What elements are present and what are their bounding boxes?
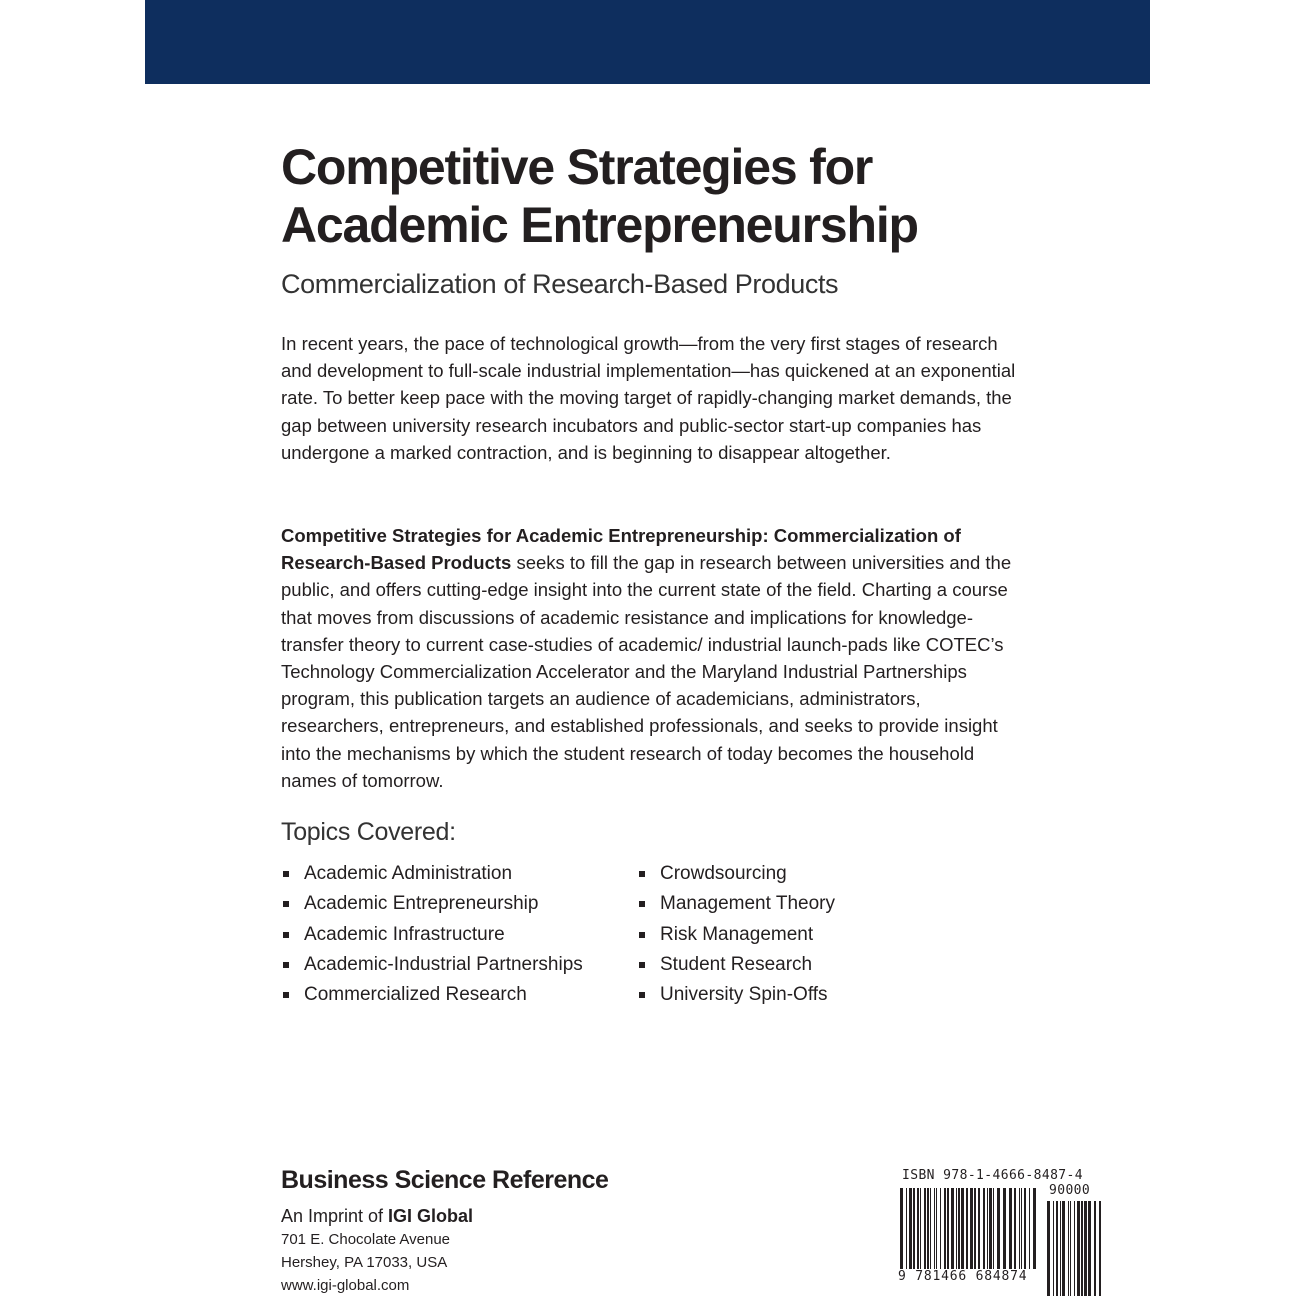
description-paragraph-2: [281, 522, 1026, 794]
bullet-icon: [283, 992, 289, 998]
barcode-bar: [924, 1188, 926, 1272]
barcode-bar: [1009, 1188, 1012, 1272]
top-color-band: [145, 0, 1150, 84]
address-street: 701 E. Chocolate Avenue: [281, 1231, 451, 1248]
topics-list-column-2: [637, 859, 835, 1010]
address-city: Hershey, PA 17033, USA: [281, 1254, 448, 1271]
topic-item: [281, 920, 583, 950]
barcode-bar: [944, 1188, 946, 1272]
barcode-bar: [1094, 1201, 1096, 1296]
topic-item: [281, 889, 583, 919]
barcode-bar: [970, 1188, 973, 1272]
barcode-bar: [966, 1188, 968, 1272]
barcode-bar: [920, 1188, 921, 1272]
barcode-bar: [1099, 1201, 1101, 1296]
topic-item: [637, 889, 835, 919]
bullet-icon: [639, 901, 645, 907]
topic-item: [637, 920, 835, 950]
barcode-bar: [978, 1188, 980, 1272]
imprint-prefix: An Imprint of: [281, 1206, 389, 1226]
barcode-bar: [1019, 1188, 1020, 1272]
barcode-bar: [900, 1188, 903, 1272]
barcode-bar: [906, 1188, 907, 1272]
barcode-bar: [1062, 1201, 1065, 1296]
bullet-icon: [639, 871, 645, 877]
bullet-icon: [283, 962, 289, 968]
barcode-bars-addon: [1045, 1201, 1105, 1296]
barcode-bar: [913, 1188, 915, 1272]
barcode-bar: [1029, 1188, 1030, 1272]
barcode-bar: [997, 1188, 1000, 1272]
book-title: [281, 138, 1101, 254]
topic-label: Academic Infrastructure: [304, 923, 505, 945]
topics-heading: Topics Covered:: [281, 818, 456, 846]
barcode-bar: [1021, 1188, 1022, 1272]
barcode-bar: [947, 1188, 949, 1272]
barcode-bar: [958, 1188, 960, 1272]
topic-label: Crowdsourcing: [660, 863, 787, 884]
barcode-bar: [951, 1188, 954, 1272]
topic-item: [637, 859, 835, 889]
topic-label: Student Research: [660, 953, 813, 975]
imprint-company: IGI Global: [388, 1206, 474, 1226]
topic-label: Academic Entrepreneurship: [304, 893, 539, 915]
topic-label: Risk Management: [660, 923, 814, 945]
topic-label: Academic Administration: [304, 863, 513, 884]
bullet-icon: [639, 932, 645, 938]
publisher-website: www.igi-global.com: [281, 1277, 410, 1294]
barcode-bar: [989, 1188, 992, 1272]
topic-item: [281, 950, 583, 980]
barcode-bar: [1056, 1201, 1058, 1296]
book-subtitle: Commercialization of Research-Based Products: [281, 269, 839, 299]
topic-label: Academic-Industrial Partnerships: [304, 953, 583, 975]
topic-label: Management Theory: [660, 893, 835, 915]
barcode-digits: 9 781466 684874: [898, 1269, 1038, 1284]
barcode-bar: [1084, 1201, 1087, 1296]
barcode-bar: [1033, 1188, 1036, 1272]
barcode-bar: [909, 1188, 912, 1272]
barcode-bar: [983, 1188, 985, 1272]
title-line-1: Competitive Strategies for: [281, 139, 873, 195]
barcode-bar: [1053, 1201, 1054, 1296]
barcode-bar: [993, 1188, 994, 1272]
bullet-icon: [283, 901, 289, 907]
bullet-icon: [639, 962, 645, 968]
barcode-bar: [1081, 1201, 1083, 1296]
title-line-2: Academic Entrepreneurship: [281, 197, 918, 253]
description-body: seeks to fill the gap in research between universities and the public, and offers cutting-edge insight into the current state of the field. Charting a course that moves from discussions of academic resistance and implications for knowledge-transfer theory to current case-studies of academic/ industrial launch-pads like COTEC’s Technology Commercialization Accelerator and the Maryland Industrial Partnerships program, this publication targets an audience of academicians, administrators, researchers, entrepreneurs, and established professionals, and seeks to provide insight into the mechanisms by which the student research of today becomes the household names of tomorrow.: [281, 552, 1012, 791]
barcode-bar: [930, 1188, 931, 1272]
topic-label: University Spin-Offs: [660, 984, 828, 1006]
barcode-bar: [1024, 1188, 1026, 1272]
imprint-line: [281, 1204, 473, 1228]
isbn-text: ISBN 978-1-4666-8487-4: [902, 1168, 1083, 1183]
barcode-bar: [974, 1188, 976, 1272]
barcode-bar: [961, 1188, 964, 1272]
barcode-addon-number: 90000: [1049, 1183, 1091, 1198]
barcode-bar: [1074, 1201, 1075, 1296]
topics-list-column-1: [281, 859, 583, 1010]
barcode-bar: [1047, 1201, 1050, 1296]
barcode-bar: [940, 1188, 941, 1272]
topic-item: [637, 980, 835, 1010]
description-bold-title: Competitive Strategies for Academic Entrepreneurship: Commercialization of Research-Based Products: [281, 525, 961, 574]
barcode-bar: [936, 1188, 937, 1272]
topic-item: [281, 980, 583, 1010]
bullet-icon: [639, 992, 645, 998]
barcode-bar: [1077, 1201, 1080, 1296]
barcode-bar: [987, 1188, 988, 1272]
barcode-bar: [917, 1188, 919, 1272]
topic-item: [637, 950, 835, 980]
barcode-bar: [1070, 1201, 1071, 1296]
barcode-bar: [927, 1188, 929, 1272]
bullet-icon: [283, 932, 289, 938]
barcode: [898, 1168, 1120, 1296]
description-paragraph-1: In recent years, the pace of technological growth—from the very first stages of research and development to full-scale industrial implementation—has quickened at an exponential rate. To better keep pace with the moving target of rapidly-changing market demands, the gap between university research incubators and public-sector start-up companies has undergone a marked contraction, and is beginning to disappear altogether.: [281, 333, 1016, 463]
topic-label: Commercialized Research: [304, 984, 527, 1006]
barcode-bar: [1060, 1201, 1061, 1296]
barcode-bar: [1068, 1201, 1069, 1296]
barcode-bar: [1088, 1201, 1091, 1296]
publisher-name: Business Science Reference: [281, 1166, 609, 1194]
barcode-bars-main: [898, 1188, 1038, 1272]
barcode-bar: [1003, 1188, 1006, 1272]
topic-item: [281, 859, 583, 889]
barcode-bar: [1014, 1188, 1016, 1272]
barcode-bar: [934, 1188, 935, 1272]
barcode-bar: [956, 1188, 957, 1272]
bullet-icon: [283, 871, 289, 877]
